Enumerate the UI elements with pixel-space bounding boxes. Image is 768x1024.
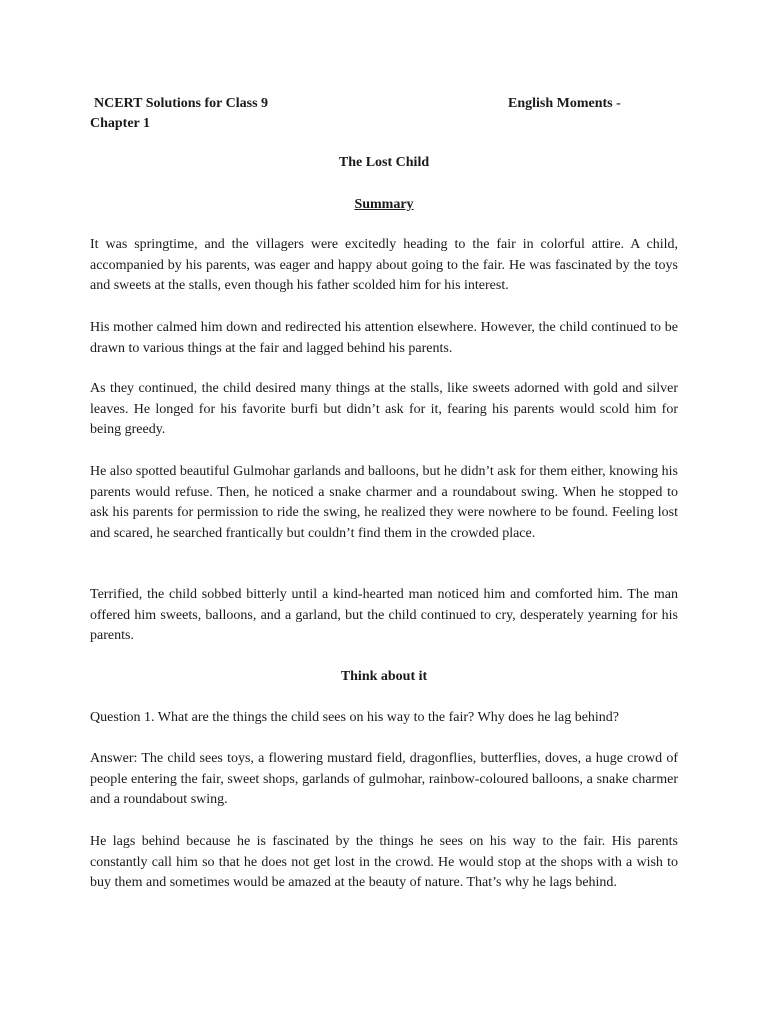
header-continued-text: Chapter 1 [90, 116, 151, 131]
document-title: The Lost Child [338, 155, 430, 170]
question-text: Question 1. What are the things the child sees on his way to the fair? Why does he lag behind? [90, 710, 620, 725]
header-left-text: NCERT Solutions for Class 9 [94, 96, 269, 111]
summary-paragraph: It was springtime, and the villagers were excitedly heading to the fair in colorful attire. A child, accompanied by his parents, was eager and happy about going to the fair. He was fascinated by the toys and sweets at the stalls, even though his father scolded him for his interest. [90, 237, 678, 294]
header-right-text: English Moments - [508, 96, 621, 111]
answer-paragraph: Answer: The child sees toys, a flowering mustard field, dragonflies, butterflies, doves, a huge crowd of people entering the fair, sweet shops, garlands of gulmohar, rainbow-coloured balloons, a snake charmer and a roundabout swing. [90, 751, 678, 808]
think-about-it-heading: Think about it [340, 669, 428, 684]
summary-paragraph: Terrified, the child sobbed bitterly until a kind-hearted man noticed him and comforted him. The man offered him sweets, balloons, and a garland, but the child continued to cry, desperately yearning for his parents. [90, 587, 678, 644]
summary-paragraph: As they continued, the child desired many things at the stalls, like sweets adorned with gold and silver leaves. He longed for his favorite burfi but didn’t ask for it, fearing his parents would scold him for being greedy. [90, 381, 678, 438]
answer-paragraph: He lags behind because he is fascinated by the things he sees on his way to the fair. His parents constantly call him so that he does not get lost in the crowd. He would stop at the shops with a wish to buy them and sometimes would be amazed at the beauty of nature. That’s why he lags behind. [90, 834, 678, 891]
summary-paragraph: His mother calmed him down and redirected his attention elsewhere. However, the child continued to be drawn to various things at the fair and lagged behind his parents. [90, 320, 678, 356]
summary-heading: Summary [354, 197, 414, 212]
summary-paragraph: He also spotted beautiful Gulmohar garlands and balloons, but he didn’t ask for them either, knowing his parents would refuse. Then, he noticed a snake charmer and a roundabout swing. When he stopped to ask his parents for permission to ride the swing, he realized they were nowhere to be found. Feeling lost and scared, he searched frantically but couldn’t find them in the crowded place. [90, 464, 678, 541]
